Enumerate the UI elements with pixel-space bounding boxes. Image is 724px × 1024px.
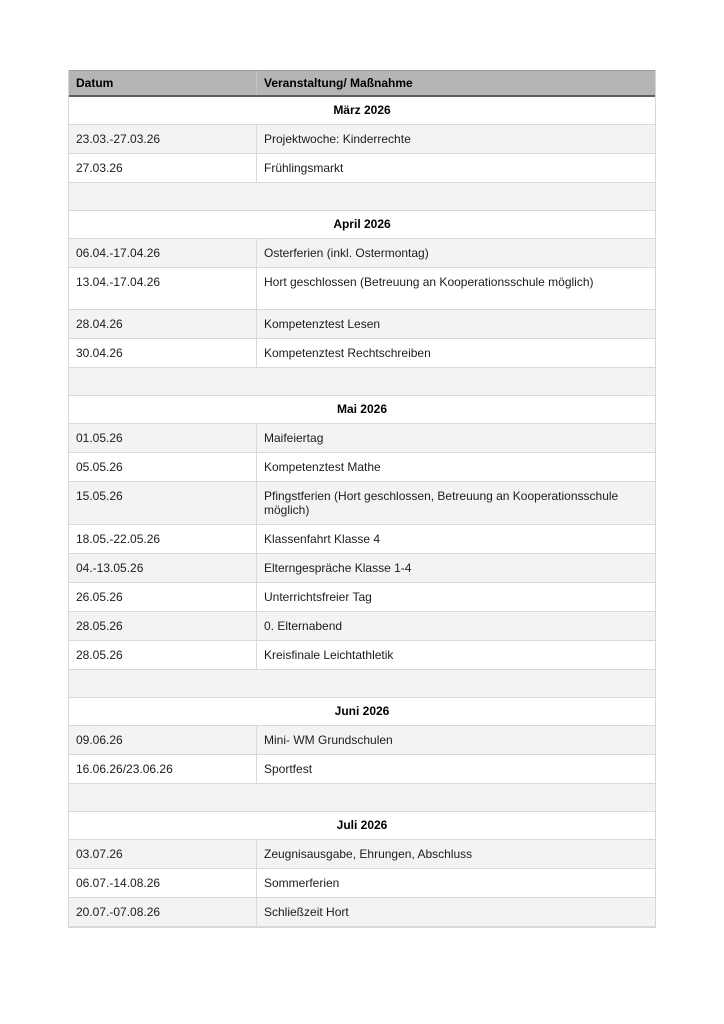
date-cell: 05.05.26 <box>76 460 123 474</box>
date-cell: 13.04.-17.04.26 <box>76 275 161 289</box>
date-cell: 16.06.26/23.06.26 <box>76 762 173 776</box>
table-row <box>69 612 655 641</box>
table-header-row <box>69 70 655 97</box>
date-cell: 20.07.-07.08.26 <box>76 905 161 919</box>
event-cell: Kompetenztest Lesen <box>256 310 655 338</box>
table-row <box>69 641 655 670</box>
month-header: März 2026 <box>69 97 655 125</box>
table-row <box>69 310 655 339</box>
date-cell: 26.05.26 <box>76 590 123 604</box>
table-row <box>69 755 655 784</box>
month-header: April 2026 <box>69 211 655 239</box>
date-cell: 03.07.26 <box>76 847 123 861</box>
event-cell: Frühlingsmarkt <box>256 154 655 182</box>
table-row <box>69 726 655 755</box>
spacer-row <box>69 183 655 211</box>
spacer-row <box>69 368 655 396</box>
table-row <box>69 125 655 154</box>
table-row <box>69 424 655 453</box>
table-row <box>69 268 655 310</box>
date-cell: 06.07.-14.08.26 <box>76 876 161 890</box>
table-row <box>69 583 655 612</box>
table-row <box>69 154 655 183</box>
event-cell: Sommerferien <box>256 869 655 897</box>
table-row <box>69 869 655 898</box>
column-header-veranstaltung: Veranstaltung/ Maßnahme <box>256 71 655 95</box>
date-cell: 28.04.26 <box>76 317 123 331</box>
event-cell: Hort geschlossen (Betreuung an Kooperationsschule möglich) <box>256 268 655 309</box>
table-row <box>69 840 655 869</box>
date-cell: 04.-13.05.26 <box>76 561 144 575</box>
event-cell: Unterrichtsfreier Tag <box>256 583 655 611</box>
month-header: Mai 2026 <box>69 396 655 424</box>
event-cell: Elterngespräche Klasse 1-4 <box>256 554 655 582</box>
table-row <box>69 239 655 268</box>
date-cell: 09.06.26 <box>76 733 123 747</box>
table-row <box>69 453 655 482</box>
table-row <box>69 898 655 927</box>
event-cell: Kompetenztest Mathe <box>256 453 655 481</box>
date-cell: 01.05.26 <box>76 431 123 445</box>
event-cell: Projektwoche: Kinderrechte <box>256 125 655 153</box>
table-body <box>69 97 655 927</box>
spacer-row <box>69 784 655 812</box>
column-header-datum: Datum <box>76 76 114 90</box>
event-cell: Zeugnisausgabe, Ehrungen, Abschluss <box>256 840 655 868</box>
date-cell: 06.04.-17.04.26 <box>76 246 161 260</box>
event-cell: Pfingstferien (Hort geschlossen, Betreuung an Kooperationsschule möglich) <box>256 482 655 524</box>
event-cell: Kompetenztest Rechtschreiben <box>256 339 655 367</box>
month-header: Juni 2026 <box>69 698 655 726</box>
event-cell: Sportfest <box>256 755 655 783</box>
event-cell: Kreisfinale Leichtathletik <box>256 641 655 669</box>
date-cell: 23.03.-27.03.26 <box>76 132 161 146</box>
date-cell: 15.05.26 <box>76 489 123 503</box>
spacer-row <box>69 670 655 698</box>
calendar-table <box>68 70 656 928</box>
event-cell: Mini- WM Grundschulen <box>256 726 655 754</box>
event-cell: Schließzeit Hort <box>256 898 655 926</box>
event-cell: Osterferien (inkl. Ostermontag) <box>256 239 655 267</box>
table-row <box>69 554 655 583</box>
month-header: Juli 2026 <box>69 812 655 840</box>
date-cell: 28.05.26 <box>76 648 123 662</box>
event-cell: Maifeiertag <box>256 424 655 452</box>
event-cell: 0. Elternabend <box>256 612 655 640</box>
table-row <box>69 525 655 554</box>
date-cell: 28.05.26 <box>76 619 123 633</box>
event-cell: Klassenfahrt Klasse 4 <box>256 525 655 553</box>
table-row <box>69 339 655 368</box>
date-cell: 18.05.-22.05.26 <box>76 532 161 546</box>
table-row <box>69 482 655 525</box>
date-cell: 30.04.26 <box>76 346 123 360</box>
date-cell: 27.03.26 <box>76 161 123 175</box>
